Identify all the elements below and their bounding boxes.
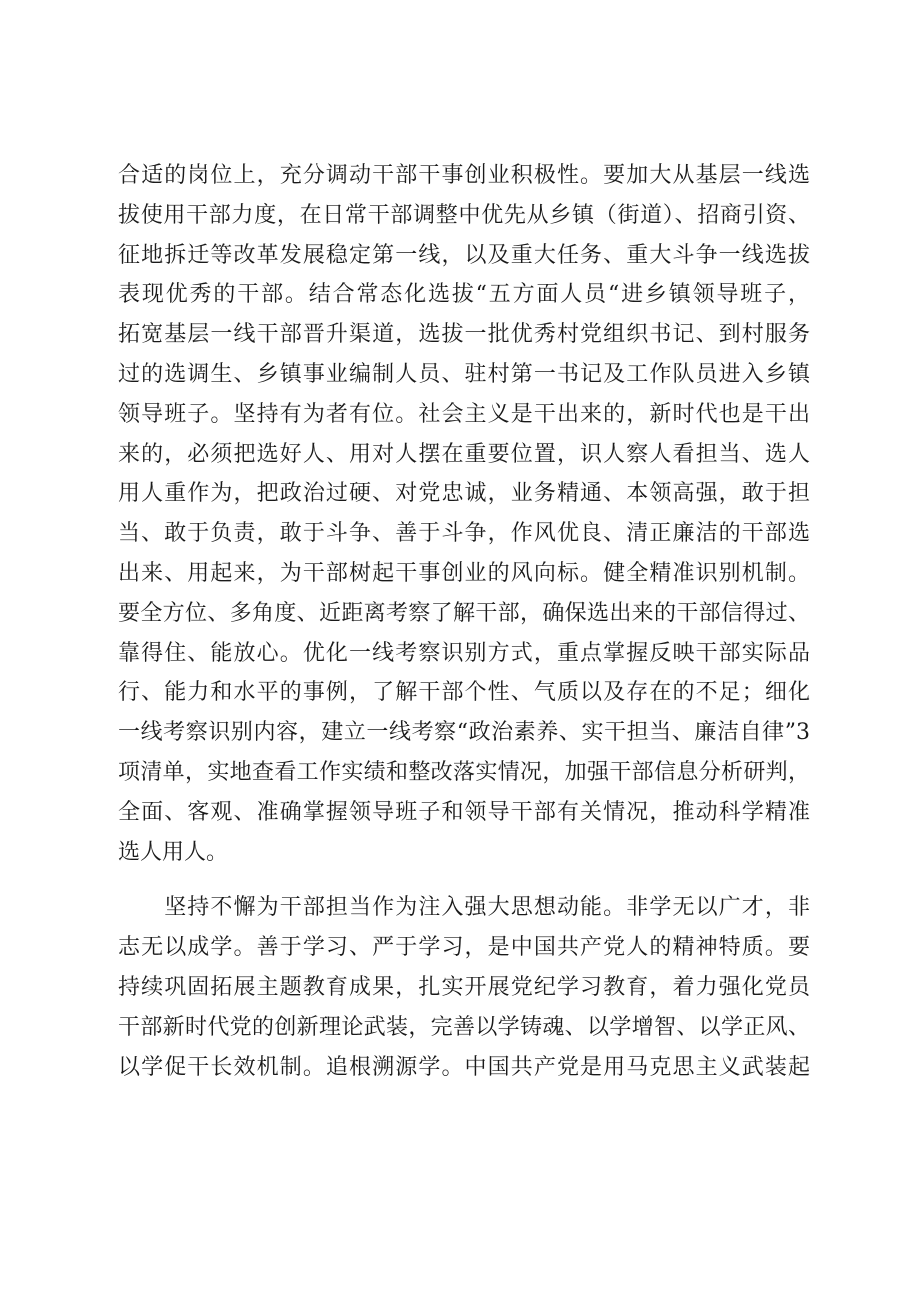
text-line: 合适的岗位上，充分调动干部干事创业积极性。要加大从基层一线选	[118, 163, 810, 188]
text-line: 以学促干长效机制。追根溯源学。中国共产党是用马克思主义武装起	[118, 1054, 810, 1080]
text-line: 要全方位、多角度、近距离考察了解干部，确保选出来的干部信得过、	[118, 600, 810, 626]
text-line: 行、能力和水平的事例，了解干部个性、气质以及存在的不足；细化	[118, 680, 810, 706]
text-line: 征地拆迁等改革发展稳定第一线，以及重大任务、重大斗争一线选拔	[118, 242, 810, 268]
text-line: 当、敢于负责，敢于斗争、善于斗争，作风优良、清正廉洁的干部选	[118, 521, 810, 547]
text-line: 干部新时代党的创新理论武装，完善以学铸魂、以学增智、以学正风、	[118, 1014, 810, 1040]
text-line: 来的，必须把选好人、用对人摆在重要位置，识人察人看担当、选人	[118, 441, 810, 467]
paragraph-gap	[118, 872, 810, 888]
text-line: 全面、客观、准确掌握领导班子和领导干部有关情况，推动科学精准	[118, 799, 810, 825]
text-line: 持续巩固拓展主题教育成果，扎实开展党纪学习教育，着力强化党员	[118, 974, 810, 1000]
text-line: 出来、用起来，为干部树起干事创业的风向标。健全精准识别机制。	[118, 560, 810, 586]
document-body	[118, 156, 810, 1087]
text-line: 拓宽基层一线干部晋升渠道，选拔一批优秀村党组织书记、到村服务	[118, 322, 810, 348]
text-line: 领导班子。坚持有为者有位。社会主义是干出来的，新时代也是干出	[118, 401, 810, 427]
paragraph-1	[118, 156, 810, 872]
text-line: 坚持不懈为干部担当作为注入强大思想动能。非学无以广才，非	[118, 895, 810, 921]
text-line: 项清单，实地查看工作实绩和整改落实情况，加强干部信息分析研判，	[118, 759, 810, 785]
text-line: 选人用人。	[118, 839, 229, 865]
text-line: 用人重作为，把政治过硬、对党忠诚，业务精通、本领高强，敢于担	[118, 481, 810, 507]
text-line: 靠得住、能放心。优化一线考察识别方式，重点掌握反映干部实际品	[118, 640, 810, 666]
text-line: 表现优秀的干部。结合常态化选拔“五方面人员“进乡镇领导班子，	[118, 282, 810, 308]
text-line: 一线考察识别内容，建立一线考察“政治素养、实干担当、廉洁自律”3	[118, 720, 810, 746]
paragraph-2	[118, 888, 810, 1087]
text-line: 志无以成学。善于学习、严于学习，是中国共产党人的精神特质。要	[118, 935, 810, 961]
text-line: 拔使用干部力度，在日常干部调整中优先从乡镇（街道）、招商引资、	[118, 202, 810, 228]
text-line: 过的选调生、乡镇事业编制人员、驻村第一书记及工作队员进入乡镇	[118, 361, 810, 387]
